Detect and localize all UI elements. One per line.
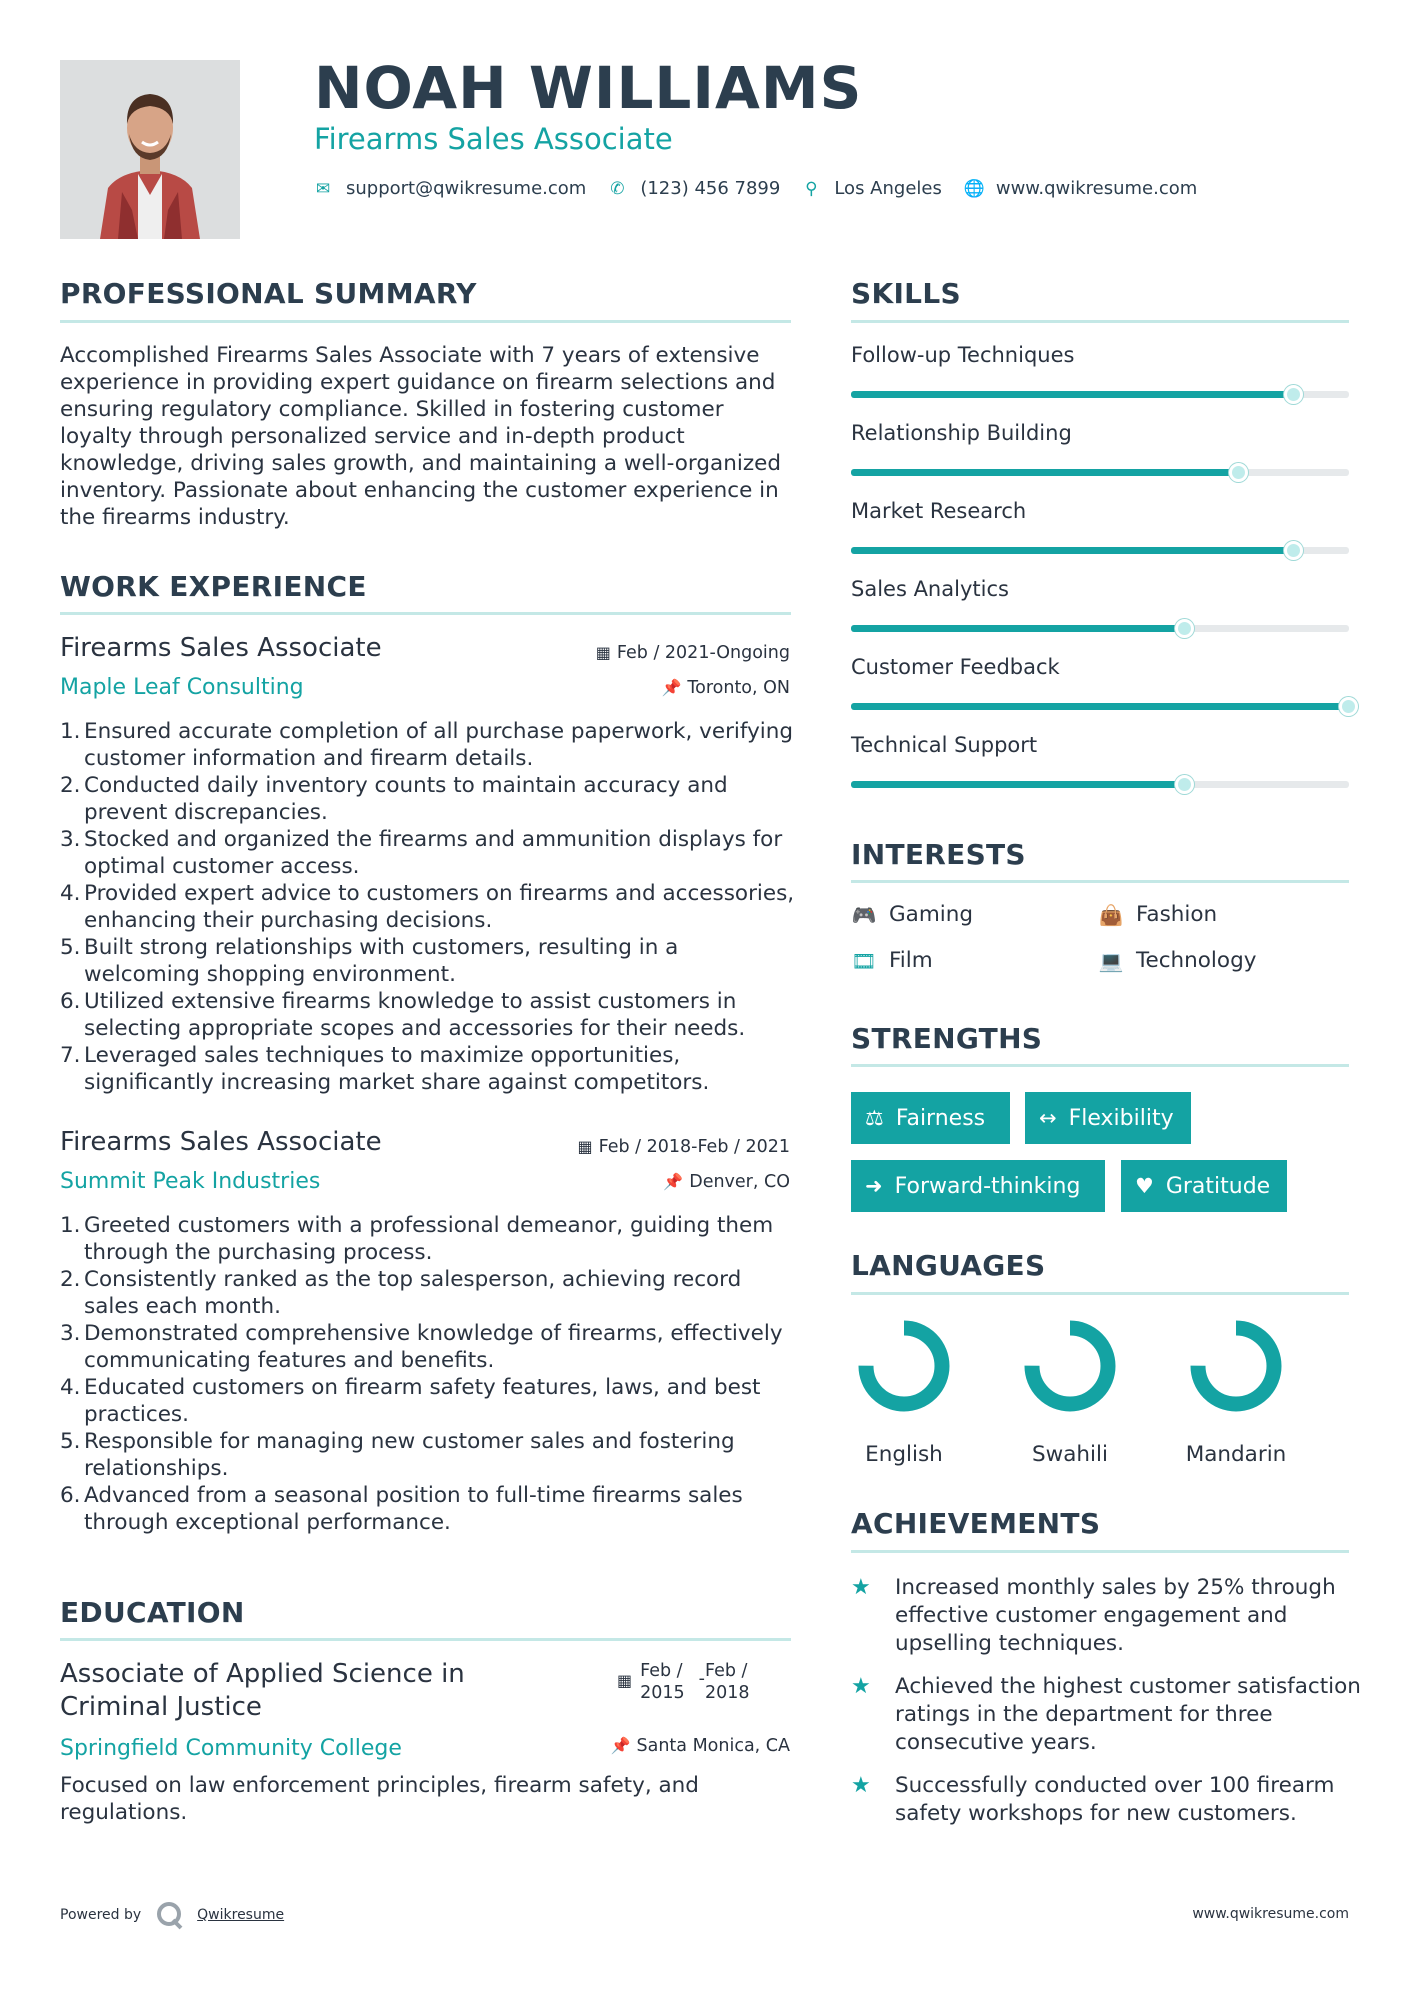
contact-website[interactable]: www.qwikresume.com xyxy=(995,178,1198,199)
job-company: Summit Peak Industries xyxy=(60,1169,321,1194)
star-icon: ★ xyxy=(851,1674,871,1699)
star-icon: ★ xyxy=(851,1575,871,1600)
footer-powered xyxy=(60,1900,284,1930)
skill-bar xyxy=(851,391,1349,398)
shopping-bag-icon: 👜 xyxy=(1098,902,1124,927)
strength-badge: ⚖ Fairness xyxy=(851,1092,1010,1144)
achievements-title: ACHIEVEMENTS xyxy=(851,1507,1101,1540)
map-pin-icon: ⚲ xyxy=(805,178,818,199)
skill-bar xyxy=(851,703,1349,710)
list-item: 6. Utilized extensive firearms knowledge to assist customers in selecting appropriate scopes and accessories for their needs. xyxy=(60,989,746,1041)
list-item: 1. Ensured accurate completion of all purchase paperwork, verifying customer information and firearm details. xyxy=(60,719,794,771)
job-location xyxy=(661,678,790,698)
edu-end: - Feb / 2018 xyxy=(698,1661,750,1703)
powered-by-label: Powered by xyxy=(60,1907,142,1923)
globe-icon: 🌐 xyxy=(963,178,986,199)
job-dates xyxy=(596,643,790,663)
list-item: 2. Conducted daily inventory counts to maintain accuracy and prevent discrepancies. xyxy=(60,773,728,825)
language-ring-arc xyxy=(866,1328,942,1404)
skill-label: Follow-up Techniques xyxy=(851,343,1075,367)
interest-item: 🎮 Gaming xyxy=(851,902,974,927)
skill-slider-knob xyxy=(1175,619,1194,638)
list-item: 5. Responsible for managing new customer sales and fostering relationships. xyxy=(60,1429,735,1481)
calendar-icon: ▦ xyxy=(577,1137,593,1156)
summary-title: PROFESSIONAL SUMMARY xyxy=(60,277,477,310)
pushpin-icon: 📌 xyxy=(610,1736,631,1755)
qwikresume-logo-icon xyxy=(155,1900,185,1930)
heart-icon: ♥ xyxy=(1135,1174,1154,1198)
achievement-item: ★ Achieved the highest customer satisfaction ratings in the department for three consecutive years. xyxy=(851,1674,1361,1755)
skill-slider-knob xyxy=(1229,463,1248,482)
job-location xyxy=(663,1172,790,1192)
skill-slider-knob xyxy=(1284,541,1303,560)
person-photo-icon xyxy=(60,60,240,239)
qwikresume-link[interactable]: Qwikresume xyxy=(197,1907,285,1923)
interest-item: 👜 Fashion xyxy=(1098,902,1218,927)
arrows-horizontal-icon: ↔ xyxy=(1039,1106,1057,1130)
skills-rule xyxy=(851,320,1349,323)
skill-bar-fill xyxy=(851,703,1349,710)
list-item: 4. Educated customers on firearm safety features, laws, and best practices. xyxy=(60,1375,761,1427)
skill-bar xyxy=(851,469,1349,476)
skill-slider-knob xyxy=(1339,697,1358,716)
education-rule xyxy=(60,1638,791,1641)
language-name: English xyxy=(865,1442,943,1467)
language-item xyxy=(834,1318,974,1467)
edu-start: Feb / 2015 xyxy=(640,1661,685,1703)
contact-row xyxy=(314,178,1219,199)
language-progress-ring xyxy=(1188,1318,1284,1414)
edu-location xyxy=(611,1736,790,1756)
strength-badge: ➜ Forward-thinking xyxy=(851,1160,1105,1212)
language-item xyxy=(1166,1318,1306,1467)
skill-bar xyxy=(851,625,1349,632)
list-item: 3. Demonstrated comprehensive knowledge of firearms, effectively communicating features and benefits. xyxy=(60,1321,783,1373)
experience-title: WORK EXPERIENCE xyxy=(60,570,367,603)
strength-badge: ↔ Flexibility xyxy=(1025,1092,1191,1144)
language-progress-ring xyxy=(1022,1318,1118,1414)
profile-photo xyxy=(60,60,240,239)
calendar-icon: ▦ xyxy=(617,1671,633,1690)
candidate-name: NOAH WILLIAMS xyxy=(314,54,863,122)
skill-bar-fill xyxy=(851,469,1239,476)
phone-icon: ✆ xyxy=(610,178,625,199)
contact-phone[interactable]: (123) 456 7899 xyxy=(640,178,781,199)
strengths-title: STRENGTHS xyxy=(851,1022,1043,1055)
interests-title: INTERESTS xyxy=(851,838,1026,871)
job-title: Firearms Sales Associate xyxy=(60,1127,382,1157)
list-item: 2. Consistently ranked as the top salesperson, achieving record sales each month. xyxy=(60,1267,742,1319)
skills-title: SKILLS xyxy=(851,277,961,310)
job-location-text: Toronto, ON xyxy=(687,678,790,698)
interest-item: 🎞 Film xyxy=(851,948,933,973)
strength-badge: ♥ Gratitude xyxy=(1121,1160,1287,1212)
pushpin-icon: 📌 xyxy=(663,1172,684,1191)
gamepad-icon: 🎮 xyxy=(851,902,877,927)
interest-item: 💻 Technology xyxy=(1098,948,1257,973)
pushpin-icon: 📌 xyxy=(661,678,682,697)
skill-label: Market Research xyxy=(851,499,1027,523)
skill-label: Customer Feedback xyxy=(851,655,1060,679)
skill-bar-fill xyxy=(851,391,1294,398)
language-ring-arc xyxy=(1198,1328,1274,1404)
achievement-item: ★ Increased monthly sales by 25% through effective customer engagement and upselling techniques. xyxy=(851,1575,1336,1656)
balance-scale-icon: ⚖ xyxy=(865,1106,884,1130)
skill-slider-knob xyxy=(1284,385,1303,404)
skill-bar xyxy=(851,547,1349,554)
skill-label: Sales Analytics xyxy=(851,577,1009,601)
achievements-rule xyxy=(851,1550,1349,1553)
contact-location: Los Angeles xyxy=(834,178,942,199)
list-item: 6. Advanced from a seasonal position to full-time firearms sales through exceptional performance. xyxy=(60,1483,743,1535)
school-name: Springfield Community College xyxy=(60,1736,402,1761)
arrow-right-icon: ➜ xyxy=(865,1174,883,1198)
experience-rule xyxy=(60,612,791,615)
edu-dates xyxy=(617,1660,750,1704)
laptop-icon: 💻 xyxy=(1098,948,1124,973)
summary-text: Accomplished Firearms Sales Associate with 7 years of extensive experience in providing expert guidance on firearm selections and ensuring regulatory compliance. Skilled in fostering customer loyalty through personalized service and in-depth product knowledge, driving sales growth, and maintaining a well-organized inventory. Passionate about enhancing the customer experience in the firearms industry. xyxy=(60,343,781,530)
languages-title: LANGUAGES xyxy=(851,1249,1046,1282)
list-item: 1. Greeted customers with a professional demeanor, guiding them through the purchasing process. xyxy=(60,1213,774,1265)
skill-bar-fill xyxy=(851,547,1294,554)
summary-rule xyxy=(60,320,791,323)
skill-slider-knob xyxy=(1175,775,1194,794)
job-location-text: Denver, CO xyxy=(689,1172,790,1192)
list-item: 5. Built strong relationships with customers, resulting in a welcoming shopping environment. xyxy=(60,935,679,987)
skill-label: Technical Support xyxy=(851,733,1038,757)
footer-url[interactable]: www.qwikresume.com xyxy=(1192,1906,1349,1922)
skill-label: Relationship Building xyxy=(851,421,1072,445)
calendar-icon: ▦ xyxy=(595,643,611,662)
envelope-icon: ✉ xyxy=(315,178,331,199)
language-name: Swahili xyxy=(1032,1442,1108,1467)
language-ring-arc xyxy=(1032,1328,1108,1404)
skill-bar-fill xyxy=(851,781,1185,788)
job-title: Firearms Sales Associate xyxy=(60,633,382,663)
candidate-role: Firearms Sales Associate xyxy=(314,122,673,156)
language-progress-ring xyxy=(856,1318,952,1414)
contact-email[interactable]: support@qwikresume.com xyxy=(346,178,587,199)
job-bullets xyxy=(60,718,800,1096)
languages-rule xyxy=(851,1292,1349,1295)
achievement-item: ★ Successfully conducted over 100 firearm safety workshops for new customers. xyxy=(851,1773,1335,1826)
language-name: Mandarin xyxy=(1185,1442,1287,1467)
job-dates xyxy=(577,1137,790,1157)
star-icon: ★ xyxy=(851,1773,871,1798)
edu-description: Focused on law enforcement principles, firearm safety, and regulations. xyxy=(60,1773,699,1825)
job-bullets xyxy=(60,1212,800,1536)
job-company: Maple Leaf Consulting xyxy=(60,675,304,700)
skill-bar-fill xyxy=(851,625,1185,632)
interests-rule xyxy=(851,880,1349,883)
list-item: 7. Leveraged sales techniques to maximize opportunities, significantly increasing market share against competitors. xyxy=(60,1043,710,1095)
strengths-rule xyxy=(851,1064,1349,1067)
job-dates-text: Feb / 2018-Feb / 2021 xyxy=(598,1137,790,1157)
edu-location-text: Santa Monica, CA xyxy=(636,1736,790,1756)
list-item: 3. Stocked and organized the firearms and ammunition displays for optimal customer access. xyxy=(60,827,783,879)
list-item: 4. Provided expert advice to customers on firearms and accessories, enhancing their purchasing decisions. xyxy=(60,881,795,933)
job-dates-text: Feb / 2021-Ongoing xyxy=(616,643,790,663)
education-title: EDUCATION xyxy=(60,1596,245,1629)
skill-bar xyxy=(851,781,1349,788)
degree-title: Associate of Applied Science in Criminal Justice xyxy=(60,1659,465,1722)
language-item xyxy=(1000,1318,1140,1467)
film-icon: 🎞 xyxy=(851,948,877,973)
